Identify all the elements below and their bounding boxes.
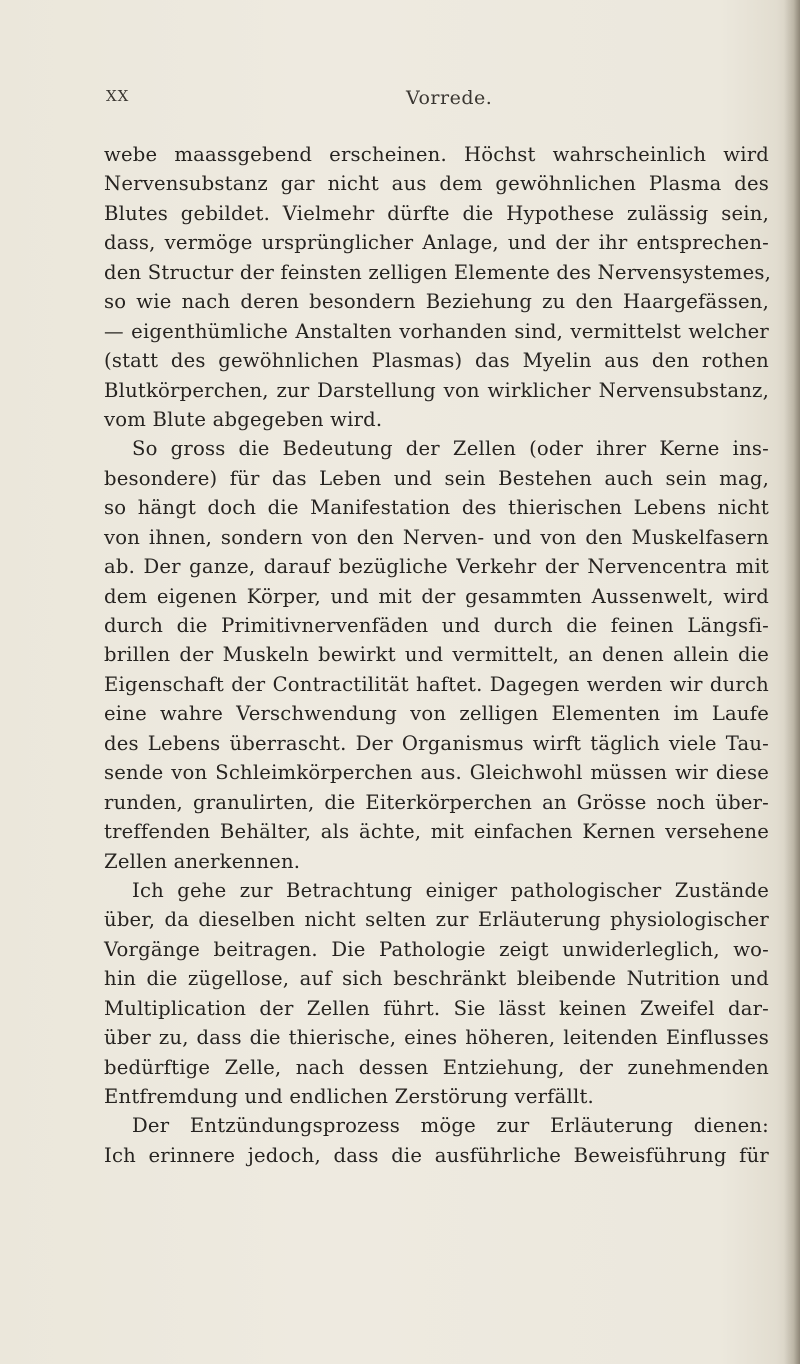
text-line: ab. Der ganze, darauf bezügliche Verkehr der Nervencentra mit	[104, 555, 769, 579]
text-line: runden, granulirten, die Eiterkörperchen an Grösse noch über-	[104, 790, 769, 814]
page-header	[106, 87, 771, 113]
text-line: dem eigenen Körper, und mit der gesammten Aussenwelt, wird	[104, 584, 769, 608]
text-line: vom Blute abgegeben wird.	[104, 407, 383, 431]
text-line: brillen der Muskeln bewirkt und vermittelt, an denen allein die	[104, 643, 769, 667]
text-line: — eigenthümliche Anstalten vorhanden sind, vermittelst welcher	[104, 319, 769, 343]
text-line: Nervensubstanz gar nicht aus dem gewöhnlichen Plasma des	[104, 172, 769, 196]
text-line: bedürftige Zelle, nach dessen Entziehung, der zunehmenden	[104, 1055, 769, 1079]
text-line: (statt des gewöhnlichen Plasmas) das Myelin aus den rothen	[104, 349, 769, 373]
text-line: Blutes gebildet. Vielmehr dürfte die Hypothese zulässig sein,	[104, 201, 769, 225]
text-line: durch die Primitivnervenfäden und durch die feinen Längsfi-	[104, 614, 769, 637]
text-line: dass, vermöge ursprünglicher Anlage, und der ihr entsprechen-	[104, 231, 769, 255]
text-line: über, da dieselben nicht selten zur Erläuterung physiologischer	[104, 908, 769, 932]
text-line: hin die zügellose, auf sich beschränkt bleibende Nutrition und	[104, 967, 769, 991]
text-line: über zu, dass die thierische, eines höheren, leitenden Einflusses	[104, 1026, 769, 1050]
page-edge-shadow	[784, 0, 800, 1364]
text-line: Entfremdung und endlichen Zerstörung verfällt.	[104, 1085, 594, 1108]
text-line: Multiplication der Zellen führt. Sie lässt keinen Zweifel dar-	[104, 996, 769, 1020]
page-number: XX	[106, 87, 130, 105]
text-line: des Lebens überrascht. Der Organismus wirft täglich viele Tau-	[104, 731, 769, 755]
text-line: Zellen anerkennen.	[104, 849, 301, 873]
text-line: so wie nach deren besondern Beziehung zu den Haargefässen,	[104, 290, 769, 314]
text-line: Vorgänge beitragen. Die Pathologie zeigt unwiderleglich, wo-	[104, 937, 769, 961]
text-line: Ich gehe zur Betrachtung einiger pathologischer Zustände	[132, 878, 769, 902]
text-line: sende von Schleimkörperchen aus. Gleichwohl müssen wir diese	[104, 761, 769, 785]
text-line: eine wahre Verschwendung von zelligen Elementen im Laufe	[104, 702, 769, 726]
text-line: besondere) für das Leben und sein Bestehen auch sein mag,	[104, 466, 769, 490]
text-line: den Structur der feinsten zelligen Elemente des Nervensystemes,	[104, 260, 772, 284]
text-line: von ihnen, sondern von den Nerven- und von den Muskelfasern	[104, 525, 769, 549]
text-line: Blutkörperchen, zur Darstellung von wirklicher Nervensubstanz,	[104, 378, 769, 402]
text-line: webe maassgebend erscheinen. Höchst wahrscheinlich wird	[104, 143, 769, 166]
text-line: Eigenschaft der Contractilität haftet. Dagegen werden wir durch	[104, 672, 769, 696]
text-line: treffenden Behälter, als ächte, mit einfachen Kernen versehene	[104, 820, 769, 844]
text-line: Ich erinnere jedoch, dass die ausführliche Beweisführung für	[104, 1143, 769, 1167]
text-line: So gross die Bedeutung der Zellen (oder ihrer Kerne ins-	[132, 437, 769, 461]
text-line: Der Entzündungsprozess möge zur Erläuterung dienen:	[132, 1114, 769, 1138]
text-line: so hängt doch die Manifestation des thierischen Lebens nicht	[104, 496, 769, 520]
running-title: Vorrede.	[406, 87, 493, 109]
body-text	[104, 140, 772, 1170]
